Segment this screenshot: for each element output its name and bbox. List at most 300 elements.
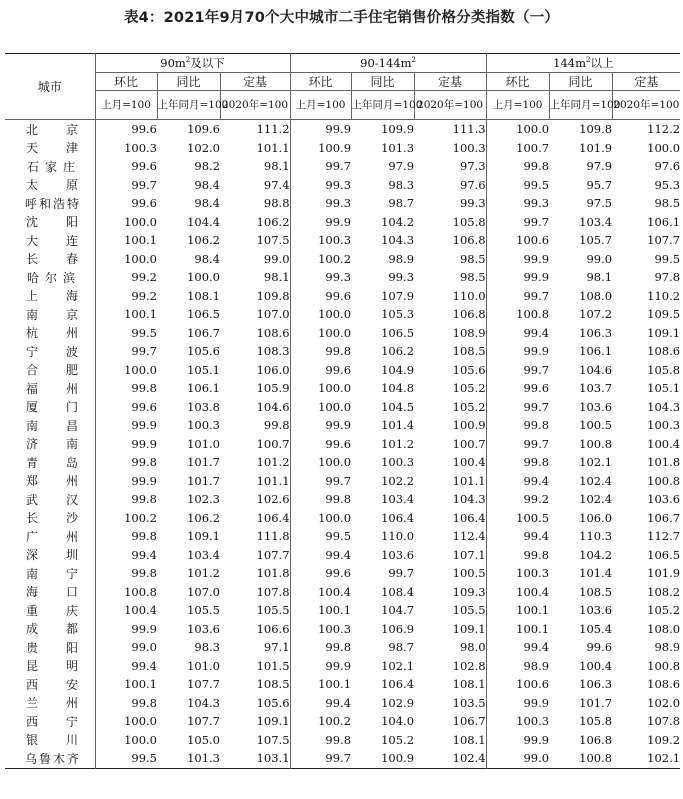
- subheader-yoy: 同比: [351, 73, 414, 91]
- value-cell: 106.5: [187, 307, 220, 322]
- value-cell: 105.5: [414, 601, 486, 620]
- value-cell: 100.9: [381, 751, 415, 766]
- table-row: [5, 361, 680, 380]
- value-cell: 108.1: [414, 675, 486, 694]
- value-cell: 97.4: [220, 176, 290, 195]
- value-cell: 103.6: [647, 492, 681, 507]
- city-name: 乌鲁木齐: [25, 751, 79, 766]
- city-cell: [5, 712, 95, 731]
- value-cell: 99.2: [131, 288, 157, 303]
- value-cell: 107.7: [187, 714, 220, 729]
- city-name: 南昌: [26, 418, 78, 433]
- city-cell: [5, 398, 95, 417]
- table-row: [5, 712, 680, 731]
- city-cell: [5, 620, 95, 639]
- value-cell: 97.6: [414, 176, 486, 195]
- city-cell: [5, 472, 95, 491]
- value-cell: 111.3: [414, 120, 486, 139]
- value-cell: 105.6: [414, 361, 486, 380]
- value-cell: 105.1: [647, 381, 681, 396]
- value-cell: 99.8: [523, 455, 550, 470]
- value-cell: 101.0: [187, 658, 220, 673]
- value-cell: 107.7: [220, 546, 290, 565]
- value-cell: 100.0: [318, 510, 352, 525]
- value-cell: 106.4: [414, 509, 486, 528]
- city-name: 合肥: [26, 363, 78, 378]
- value-cell: 100.8: [579, 436, 613, 451]
- base-label-mom: 上月=100: [290, 91, 351, 120]
- value-cell: 99.4: [325, 695, 352, 710]
- value-cell: 102.4: [414, 749, 486, 768]
- value-cell: 105.2: [647, 603, 681, 618]
- value-cell: 112.7: [647, 529, 681, 544]
- value-cell: 99.4: [523, 640, 550, 655]
- table-row: [5, 268, 680, 287]
- group-header-large: $144m^2$以上: [486, 54, 680, 73]
- value-cell: 98.1: [586, 270, 613, 285]
- value-cell: 106.2: [220, 213, 290, 232]
- value-cell: 109.1: [220, 712, 290, 731]
- value-cell: 101.1: [220, 139, 290, 158]
- city-cell: [5, 731, 95, 750]
- value-cell: 98.3: [194, 640, 220, 655]
- value-cell: 104.3: [647, 399, 681, 414]
- value-cell: 102.6: [220, 490, 290, 509]
- value-cell: 102.1: [579, 455, 613, 470]
- value-cell: 99.9: [325, 658, 352, 673]
- city-cell: [5, 157, 95, 176]
- value-cell: 98.7: [388, 640, 415, 655]
- value-cell: 98.4: [194, 177, 220, 192]
- value-cell: 97.8: [654, 270, 681, 285]
- value-cell: 108.0: [647, 621, 681, 636]
- value-cell: 101.7: [187, 455, 220, 470]
- base-label-yoy: 上年同月=100: [351, 91, 414, 120]
- subheader-mom: 环比: [290, 73, 351, 91]
- value-cell: 105.7: [579, 233, 613, 248]
- value-cell: 108.9: [414, 324, 486, 343]
- value-cell: 106.5: [381, 325, 415, 340]
- value-cell: 97.3: [414, 157, 486, 176]
- value-cell: 105.8: [647, 362, 681, 377]
- city-cell: [5, 583, 95, 602]
- value-cell: 107.0: [220, 305, 290, 324]
- value-cell: 100.2: [124, 510, 157, 525]
- subheader-mom: 环比: [95, 73, 157, 91]
- table-row: [5, 583, 680, 602]
- value-cell: 98.5: [654, 196, 681, 211]
- value-cell: 106.0: [220, 361, 290, 380]
- value-cell: 105.6: [220, 694, 290, 713]
- city-name: 银川: [26, 733, 78, 748]
- value-cell: 100.1: [124, 677, 157, 692]
- value-cell: 109.3: [414, 583, 486, 602]
- base-label-fixed: 2020年=100: [220, 91, 290, 120]
- city-name: 海口: [26, 585, 78, 600]
- value-cell: 99.6: [325, 362, 352, 377]
- city-name: 呼和浩特: [25, 196, 79, 211]
- table-row: [5, 324, 680, 343]
- table-row: [5, 546, 680, 565]
- value-cell: 99.3: [414, 194, 486, 213]
- table-row: [5, 657, 680, 676]
- city-name: 厦门: [26, 400, 78, 415]
- value-cell: 108.0: [579, 288, 613, 303]
- table-row: [5, 398, 680, 417]
- value-cell: 111.2: [220, 120, 290, 139]
- value-cell: 99.9: [523, 251, 550, 266]
- value-cell: 104.3: [381, 233, 415, 248]
- value-cell: 107.8: [647, 714, 681, 729]
- value-cell: 103.6: [579, 603, 613, 618]
- value-cell: 99.0: [220, 250, 290, 269]
- city-cell: [5, 490, 95, 509]
- value-cell: 99.8: [131, 381, 157, 396]
- value-cell: 106.8: [579, 732, 613, 747]
- value-cell: 105.9: [220, 379, 290, 398]
- value-cell: 103.7: [579, 381, 613, 396]
- value-cell: 103.6: [187, 621, 220, 636]
- table-row: [5, 379, 680, 398]
- value-cell: 103.1: [220, 749, 290, 768]
- value-cell: 100.0: [124, 714, 157, 729]
- value-cell: 100.3: [124, 140, 157, 155]
- table-row: [5, 694, 680, 713]
- table-row: [5, 453, 680, 472]
- value-cell: 103.4: [187, 547, 220, 562]
- value-cell: 100.1: [318, 603, 352, 618]
- value-cell: 100.1: [318, 677, 352, 692]
- city-name: 青岛: [26, 455, 78, 470]
- value-cell: 98.1: [220, 268, 290, 287]
- city-cell: [5, 509, 95, 528]
- value-cell: 99.6: [325, 566, 352, 581]
- value-cell: 101.7: [187, 473, 220, 488]
- value-cell: 106.1: [187, 381, 220, 396]
- city-cell: [5, 287, 95, 306]
- city-cell: [5, 231, 95, 250]
- value-cell: 101.2: [220, 453, 290, 472]
- value-cell: 102.0: [647, 695, 681, 710]
- value-cell: 105.2: [414, 379, 486, 398]
- value-cell: 99.0: [523, 751, 550, 766]
- value-cell: 100.7: [516, 140, 550, 155]
- table-row: [5, 120, 680, 139]
- value-cell: 104.0: [381, 714, 415, 729]
- value-cell: 99.8: [131, 566, 157, 581]
- value-cell: 99.9: [523, 695, 550, 710]
- value-cell: 108.6: [647, 677, 681, 692]
- value-cell: 100.2: [318, 251, 352, 266]
- value-cell: 99.7: [131, 344, 157, 359]
- value-cell: 100.1: [516, 621, 550, 636]
- value-cell: 99.8: [325, 344, 352, 359]
- value-cell: 100.1: [124, 233, 157, 248]
- value-cell: 103.4: [381, 492, 415, 507]
- value-cell: 102.4: [579, 492, 613, 507]
- subheader-yoy: 同比: [549, 73, 612, 91]
- value-cell: 99.7: [325, 159, 352, 174]
- table-row: [5, 564, 680, 583]
- value-cell: 99.9: [131, 621, 157, 636]
- city-name: 天津: [26, 141, 78, 156]
- value-cell: 99.6: [131, 196, 157, 211]
- table-row: [5, 509, 680, 528]
- city-name: 西宁: [26, 714, 78, 729]
- value-cell: 104.6: [220, 398, 290, 417]
- value-cell: 99.8: [325, 492, 352, 507]
- value-cell: 106.8: [414, 231, 486, 250]
- value-cell: 98.4: [194, 251, 220, 266]
- value-cell: 102.8: [414, 657, 486, 676]
- value-cell: 109.9: [381, 122, 415, 137]
- value-cell: 100.3: [516, 714, 550, 729]
- value-cell: 100.4: [647, 436, 681, 451]
- city-name: 杭州: [26, 326, 78, 341]
- value-cell: 105.2: [381, 732, 415, 747]
- value-cell: 98.3: [388, 177, 415, 192]
- table-row: [5, 749, 680, 768]
- city-cell: [5, 268, 95, 287]
- subheader-mom: 环比: [486, 73, 549, 91]
- base-label-mom: 上月=100: [95, 91, 157, 120]
- value-cell: 105.1: [187, 362, 220, 377]
- base-label-mom: 上月=100: [486, 91, 549, 120]
- base-label-yoy: 上年同月=100: [549, 91, 612, 120]
- subheader-fixed: 定基: [414, 73, 486, 91]
- table-row: [5, 305, 680, 324]
- value-cell: 98.9: [388, 251, 415, 266]
- value-cell: 100.5: [516, 510, 550, 525]
- value-cell: 102.4: [579, 473, 613, 488]
- value-cell: 104.5: [381, 399, 415, 414]
- value-cell: 99.8: [131, 492, 157, 507]
- value-cell: 108.4: [381, 584, 415, 599]
- value-cell: 103.4: [579, 214, 613, 229]
- value-cell: 100.1: [516, 603, 550, 618]
- table-row: [5, 250, 680, 269]
- value-cell: 109.5: [647, 307, 681, 322]
- value-cell: 106.7: [187, 325, 220, 340]
- value-cell: 100.4: [124, 603, 157, 618]
- value-cell: 109.1: [187, 529, 220, 544]
- table-row: [5, 287, 680, 306]
- value-cell: 100.3: [516, 566, 550, 581]
- city-cell: [5, 564, 95, 583]
- value-cell: 110.0: [414, 287, 486, 306]
- table-row: [5, 194, 680, 213]
- value-cell: 101.9: [579, 140, 613, 155]
- city-cell: [5, 638, 95, 657]
- value-cell: 99.0: [586, 251, 613, 266]
- value-cell: 99.4: [523, 473, 550, 488]
- table-row: [5, 620, 680, 639]
- value-cell: 99.8: [523, 547, 550, 562]
- value-cell: 106.7: [414, 712, 486, 731]
- value-cell: 106.4: [381, 677, 415, 692]
- value-cell: 109.1: [647, 325, 681, 340]
- value-cell: 109.6: [187, 122, 220, 137]
- city-name: 成都: [26, 622, 78, 637]
- value-cell: 100.0: [124, 251, 157, 266]
- city-cell: [5, 250, 95, 269]
- city-name: 南宁: [26, 566, 78, 581]
- value-cell: 100.0: [647, 140, 681, 155]
- value-cell: 101.5: [220, 657, 290, 676]
- value-cell: 97.5: [586, 196, 613, 211]
- value-cell: 105.4: [579, 621, 613, 636]
- table-row: [5, 675, 680, 694]
- value-cell: 104.6: [579, 362, 613, 377]
- value-cell: 101.7: [579, 695, 613, 710]
- value-cell: 98.9: [523, 658, 550, 673]
- value-cell: 109.8: [220, 287, 290, 306]
- city-name: 太原: [26, 178, 78, 193]
- value-cell: 99.7: [523, 362, 550, 377]
- value-cell: 107.1: [414, 546, 486, 565]
- value-cell: 95.7: [586, 177, 613, 192]
- value-cell: 106.5: [647, 547, 681, 562]
- value-cell: 99.5: [131, 751, 157, 766]
- value-cell: 101.8: [647, 455, 681, 470]
- value-cell: 99.9: [131, 473, 157, 488]
- city-name: 上海: [26, 289, 78, 304]
- city-name: 南京: [26, 307, 78, 322]
- value-cell: 102.2: [381, 473, 415, 488]
- value-cell: 100.7: [414, 435, 486, 454]
- value-cell: 99.9: [131, 436, 157, 451]
- value-cell: 101.1: [414, 472, 486, 491]
- city-name: 郑州: [26, 474, 78, 489]
- city-name: 石家庄: [27, 159, 75, 174]
- value-cell: 103.6: [381, 547, 415, 562]
- value-cell: 100.3: [318, 621, 352, 636]
- value-cell: 99.4: [131, 658, 157, 673]
- city-cell: [5, 194, 95, 213]
- value-cell: 100.0: [318, 455, 352, 470]
- city-cell: [5, 675, 95, 694]
- value-cell: 106.1: [647, 214, 681, 229]
- value-cell: 99.6: [586, 640, 613, 655]
- value-cell: 107.7: [647, 233, 681, 248]
- value-cell: 107.5: [220, 731, 290, 750]
- value-cell: 106.3: [579, 325, 613, 340]
- group-header-small: $90m^2$及以下: [95, 54, 290, 73]
- city-name: 济南: [26, 437, 78, 452]
- value-cell: 99.7: [523, 399, 550, 414]
- value-cell: 108.5: [579, 584, 613, 599]
- city-name: 沈阳: [26, 215, 78, 230]
- value-cell: 100.8: [579, 751, 613, 766]
- value-cell: 98.5: [414, 250, 486, 269]
- value-cell: 106.6: [220, 620, 290, 639]
- value-cell: 103.6: [579, 399, 613, 414]
- city-cell: [5, 324, 95, 343]
- value-cell: 105.8: [579, 714, 613, 729]
- city-name: 重庆: [26, 603, 78, 618]
- value-cell: 98.2: [194, 159, 220, 174]
- value-cell: 106.3: [579, 677, 613, 692]
- subheader-fixed: 定基: [220, 73, 290, 91]
- value-cell: 106.2: [381, 344, 415, 359]
- city-name: 广州: [26, 529, 78, 544]
- city-name: 大连: [26, 233, 78, 248]
- value-cell: 99.2: [131, 270, 157, 285]
- value-cell: 99.7: [388, 566, 415, 581]
- value-cell: 107.0: [187, 584, 220, 599]
- value-cell: 99.3: [325, 177, 352, 192]
- value-cell: 99.5: [523, 177, 550, 192]
- value-cell: 107.9: [381, 288, 415, 303]
- value-cell: 110.0: [381, 529, 415, 544]
- value-cell: 101.9: [647, 566, 681, 581]
- value-cell: 100.2: [318, 714, 352, 729]
- city-cell: [5, 435, 95, 454]
- value-cell: 100.8: [647, 473, 681, 488]
- table-row: [5, 139, 680, 158]
- city-cell: [5, 416, 95, 435]
- value-cell: 106.9: [381, 621, 415, 636]
- value-cell: 98.0: [414, 638, 486, 657]
- city-header: 城市: [5, 54, 95, 120]
- value-cell: 99.7: [523, 288, 550, 303]
- value-cell: 99.9: [131, 418, 157, 433]
- city-cell: [5, 527, 95, 546]
- value-cell: 99.4: [131, 547, 157, 562]
- value-cell: 101.8: [220, 564, 290, 583]
- value-cell: 99.9: [325, 122, 352, 137]
- value-cell: 106.2: [187, 510, 220, 525]
- value-cell: 97.9: [586, 159, 613, 174]
- table-row: [5, 435, 680, 454]
- value-cell: 100.3: [187, 418, 220, 433]
- city-name: 武汉: [26, 492, 78, 507]
- value-cell: 99.5: [325, 529, 352, 544]
- value-cell: 109.8: [579, 122, 613, 137]
- city-cell: [5, 342, 95, 361]
- value-cell: 110.3: [579, 529, 613, 544]
- value-cell: 99.8: [325, 732, 352, 747]
- value-cell: 101.2: [187, 566, 220, 581]
- value-cell: 99.8: [131, 529, 157, 544]
- value-cell: 102.0: [187, 140, 220, 155]
- subheader-yoy: 同比: [157, 73, 220, 91]
- value-cell: 99.8: [131, 455, 157, 470]
- value-cell: 104.4: [187, 214, 220, 229]
- value-cell: 100.0: [318, 399, 352, 414]
- city-cell: [5, 657, 95, 676]
- value-cell: 109.1: [414, 620, 486, 639]
- value-cell: 99.0: [131, 640, 157, 655]
- table-row: [5, 638, 680, 657]
- table-row: [5, 731, 680, 750]
- value-cell: 100.3: [647, 418, 681, 433]
- value-cell: 99.3: [325, 270, 352, 285]
- value-cell: 101.2: [381, 436, 415, 451]
- value-cell: 105.3: [381, 307, 415, 322]
- value-cell: 99.4: [325, 547, 352, 562]
- value-cell: 108.6: [220, 324, 290, 343]
- value-cell: 99.8: [523, 159, 550, 174]
- value-cell: 100.9: [318, 140, 352, 155]
- table-row: [5, 490, 680, 509]
- value-cell: 98.4: [194, 196, 220, 211]
- value-cell: 100.0: [318, 325, 352, 340]
- value-cell: 100.1: [124, 307, 157, 322]
- value-cell: 101.1: [220, 472, 290, 491]
- value-cell: 99.8: [523, 418, 550, 433]
- table-row: [5, 416, 680, 435]
